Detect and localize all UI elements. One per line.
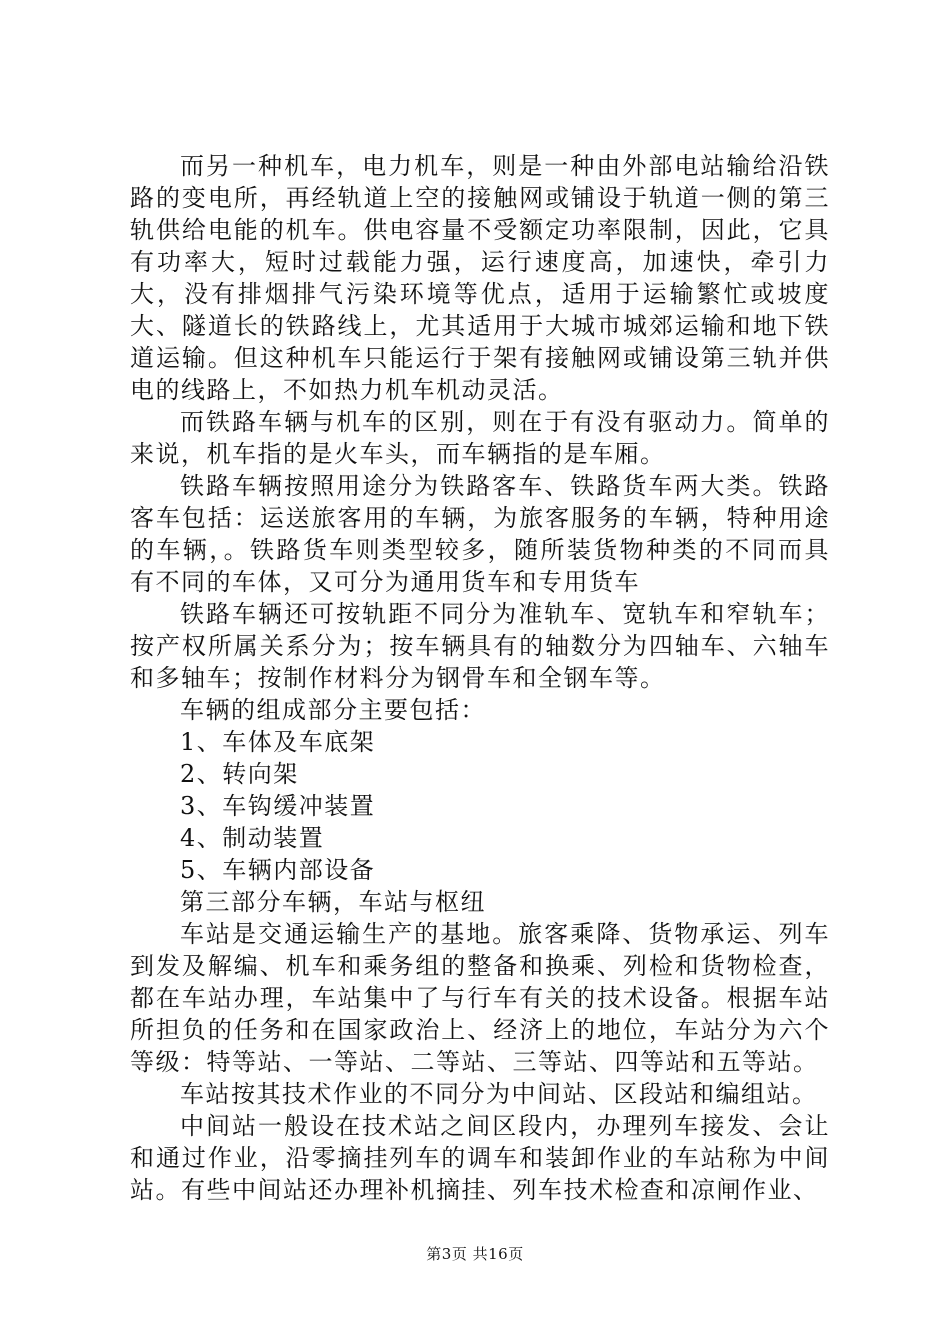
- paragraph-vehicle-classification: 铁路车辆还可按轨距不同分为准轨车、宽轨车和窄轨车；按产权所属关系分为；按车辆具有的轴数分为四轴车、六轴车和多轴车；按制作材料分为钢骨车和全钢车等。: [130, 600, 830, 692]
- paragraph-electric-locomotive: 而另一种机车，电力机车，则是一种由外部电站输给沿铁路的变电所，再经轨道上空的接触网或铺设于轨道一侧的第三轨供给电能的机车。供电容量不受额定功率限制，因此，它具有功率大，短时过载能力强，运行速度高，加速快，牵引力大，没有排烟排气污染环境等优点，适用于运输繁忙或坡度大、隧道长的铁路线上，尤其适用于大城市城郊运输和地下铁道运输。但这种机车只能运行于架有接触网或铺设第三轨并供电的线路上，不如热力机车机动灵活。: [130, 152, 830, 404]
- paragraph-station-overview: 车站是交通运输生产的基地。旅客乘降、货物承运、列车到发及解编、机车和乘务组的整备和换乘、列检和货物检查，都在车站办理，车站集中了与行车有关的技术设备。根据车站所担负的任务和在国家政治上、经济上的地位，车站分为六个等级：特等站、一等站、二等站、三等站、四等站和五等站。: [130, 920, 830, 1076]
- paragraph-components-intro: 车辆的组成部分主要包括：: [180, 696, 486, 724]
- paragraph-station-types: 车站按其技术作业的不同分为中间站、区段站和编组站。: [180, 1080, 818, 1108]
- section-heading: 第三部分车辆，车站与枢纽: [180, 888, 486, 916]
- paragraph-vehicle-categories: 铁路车辆按照用途分为铁路客车、铁路货车两大类。铁路客车包括：运送旅客用的车辆，为旅客服务的车辆，特种用途的车辆，。铁路货车则类型较多，随所装货物种类的不同而具有不同的车体，又可分为通用货车和专用货车: [130, 472, 830, 596]
- paragraph-vehicle-vs-locomotive: 而铁路车辆与机车的区别，则在于有没有驱动力。简单的来说，机车指的是火车头，而车辆指的是车厢。: [130, 408, 830, 468]
- list-item: 3、车钩缓冲装置: [180, 792, 376, 820]
- body-text: [130, 150, 830, 1206]
- page-footer: 第3页 共16页: [426, 1245, 524, 1263]
- list-item: 2、转向架: [180, 760, 299, 788]
- list-item: 5、车辆内部设备: [180, 856, 376, 884]
- paragraph-intermediate-station: 中间站一般设在技术站之间区段内，办理列车接发、会让和通过作业，沿零摘挂列车的调车和装卸作业的车站称为中间站。有些中间站还办理补机摘挂、列车技术检查和凉闸作业、: [130, 1112, 830, 1204]
- list-item: 1、车体及车底架: [180, 728, 376, 756]
- list-item: 4、制动装置: [180, 824, 325, 852]
